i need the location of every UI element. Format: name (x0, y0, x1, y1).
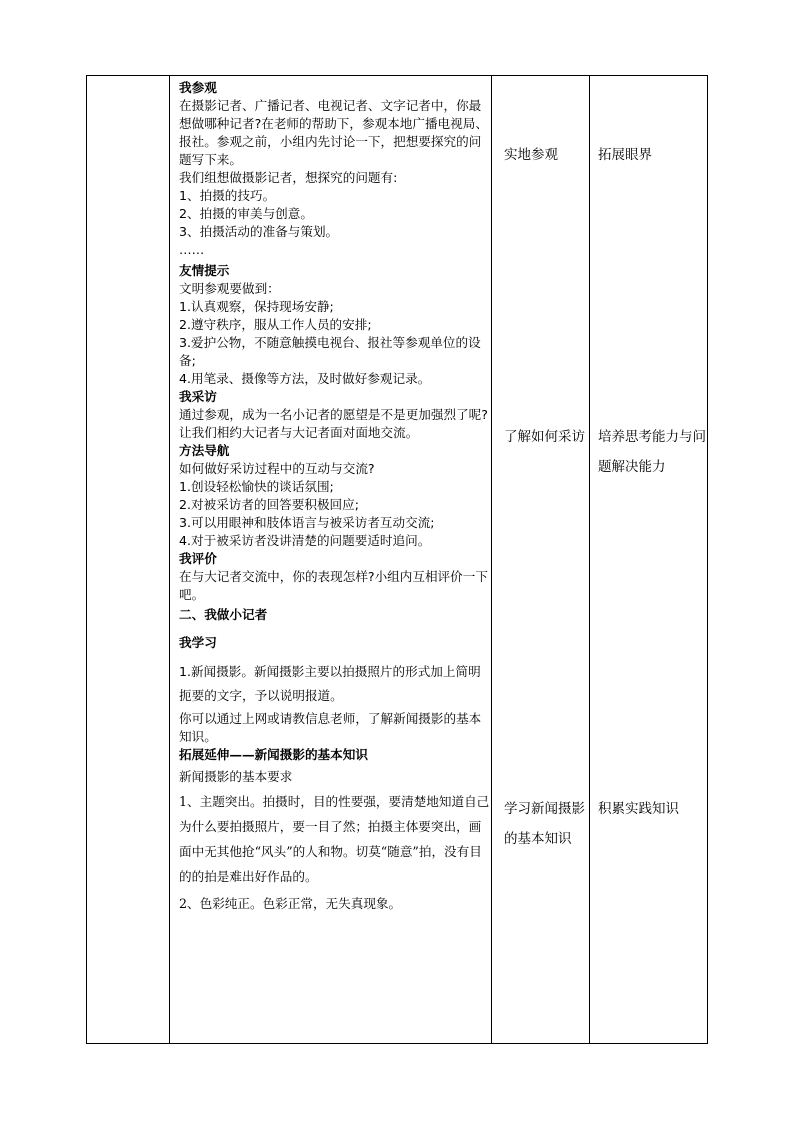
heading-section-two: 二、我做小记者 (179, 607, 268, 622)
paragraph: 新闻摄影的基本要求 (179, 769, 293, 784)
heading-evaluate: 我评价 (179, 551, 217, 566)
paragraph: 1、主题突出。拍摄时，目的性要强，要清楚地知道自己为什么要拍摄照片，要一目了然；拍摄主体要突出，画面中无其他抢“风头”的人和物。切莫“随意”拍，没有目的的拍是难出好作品的。 (179, 794, 490, 884)
list-item: 2.对被采访者的回答要积极回应; (179, 497, 359, 512)
paragraph: 在摄影记者、广播记者、电视记者、文字记者中，你最想做哪种记者?在老师的帮助下，参观本地广播电视局、报社。参观之前，小组内先讨论一下，把想要探究的问题写下来。 (179, 98, 488, 167)
list-item: 3.爱护公物，不随意触摸电视台、报社等参观单位的设备; (179, 335, 481, 368)
activity-interview: 了解如何采访 (504, 429, 585, 445)
heading-method: 方法导航 (179, 443, 230, 458)
heading-visit: 我参观 (179, 80, 217, 95)
list-item: 4.对于被采访者没讲清楚的问题要适时追问。 (179, 533, 431, 548)
list-item: 1.创设轻松愉快的谈话氛围; (179, 479, 334, 494)
ellipsis: …… (179, 242, 205, 257)
activity-visit: 实地参观 (504, 147, 558, 163)
list-item: 4.用笔录、摄像等方法，及时做好参观记录。 (179, 371, 431, 386)
goal-broaden: 拓展眼界 (598, 147, 652, 163)
goal-thinking: 培养思考能力与问题解决能力 (598, 429, 706, 475)
activity-photography: 学习新闻摄影的基本知识 (504, 801, 585, 847)
heading-tips: 友情提示 (179, 263, 230, 278)
list-item: 2、拍摄的审美与创意。 (179, 206, 313, 221)
paragraph: 你可以通过上网或请教信息老师，了解新闻摄影的基本知识。 (179, 711, 482, 744)
list-item: 1、拍摄的技巧。 (179, 188, 276, 203)
heading-learn: 我学习 (179, 635, 217, 650)
list-item: 3、拍摄活动的准备与策划。 (179, 224, 339, 239)
goal-practice: 积累实践知识 (598, 801, 679, 817)
paragraph: 文明参观要做到： (179, 281, 280, 296)
paragraph: 2、色彩纯正。色彩正常，无失真现象。 (179, 896, 402, 911)
paragraph: 我们组想做摄影记者，想探究的问题有: (179, 170, 398, 185)
heading-extend: 拓展延伸——新闻摄影的基本知识 (179, 747, 368, 762)
list-item: 1.认真观察，保持现场安静; (179, 299, 334, 314)
paragraph: 1.新闻摄影。新闻摄影主要以拍摄照片的形式加上简明扼要的文字，予以说明报道。 (179, 664, 481, 703)
list-item: 3.可以用眼神和肢体语言与被采访者互动交流; (179, 515, 435, 530)
paragraph: 通过参观，成为一名小记者的愿望是不是更加强烈了呢?让我们相约大记者与大记者面对面地交流。 (179, 407, 488, 440)
table-divider (589, 76, 590, 1043)
table-divider (169, 76, 170, 1043)
lesson-table (86, 75, 708, 1044)
activity-content-cell (175, 76, 495, 913)
heading-interview: 我采访 (179, 389, 217, 404)
list-item: 2.遵守秩序，服从工作人员的安排; (179, 317, 372, 332)
paragraph: 在与大记者交流中，你的表现怎样?小组内互相评价一下吧。 (179, 569, 488, 602)
paragraph: 如何做好采访过程中的互动与交流? (179, 461, 375, 476)
